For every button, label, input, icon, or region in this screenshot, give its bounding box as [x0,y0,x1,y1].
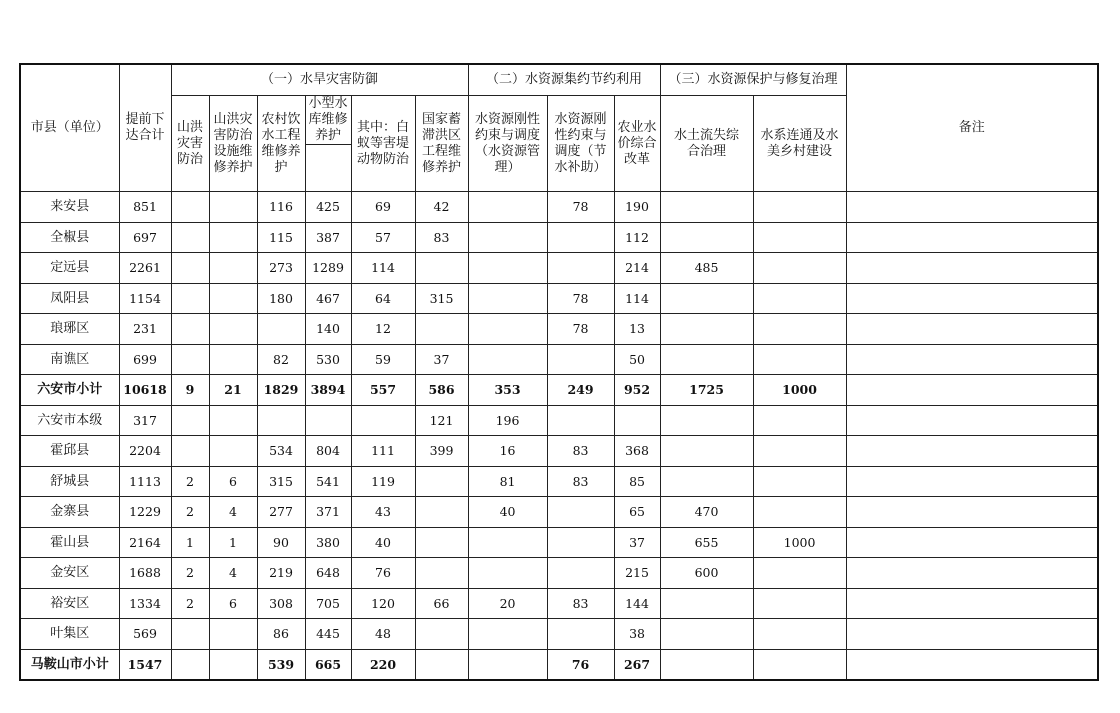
cell-soil [660,314,753,345]
header-reservoir-spacer [305,145,351,192]
cell-soil [660,588,753,619]
cell-price: 50 [614,344,660,375]
cell-flood-maint [209,619,257,650]
cell-detention: 586 [415,375,468,406]
cell-total: 2261 [119,253,171,284]
cell-constraint: 20 [468,588,547,619]
cell-reservoir: 804 [305,436,351,467]
cell-remark [846,314,1098,345]
cell-subsidy: 78 [547,192,614,223]
cell-remark [846,222,1098,253]
cell-village [753,222,846,253]
cell-termite: 119 [351,466,415,497]
header-water-price-reform: 农业水价综合改革 [614,96,660,192]
cell-detention [415,558,468,589]
cell-flood [171,619,209,650]
cell-soil: 655 [660,527,753,558]
cell-reservoir: 3894 [305,375,351,406]
cell-subsidy [547,527,614,558]
cell-total: 1334 [119,588,171,619]
cell-termite [351,405,415,436]
cell-flood-maint [209,649,257,680]
cell-remark [846,619,1098,650]
cell-village: 1000 [753,527,846,558]
table-row [20,497,1098,528]
cell-price: 37 [614,527,660,558]
cell-flood-maint: 6 [209,466,257,497]
cell-price: 144 [614,588,660,619]
cell-reservoir: 380 [305,527,351,558]
cell-flood: 9 [171,375,209,406]
cell-total: 851 [119,192,171,223]
cell-remark [846,436,1098,467]
cell-flood-maint: 1 [209,527,257,558]
cell-village [753,314,846,345]
header-county: 市县（单位） [20,64,119,192]
cell-flood [171,192,209,223]
cell-name: 叶集区 [20,619,119,650]
cell-total: 317 [119,405,171,436]
cell-subsidy [547,222,614,253]
table-row [20,314,1098,345]
cell-total: 1113 [119,466,171,497]
cell-constraint: 81 [468,466,547,497]
cell-termite: 76 [351,558,415,589]
cell-village [753,344,846,375]
cell-name: 裕安区 [20,588,119,619]
cell-rural: 534 [257,436,305,467]
cell-village [753,405,846,436]
cell-price: 112 [614,222,660,253]
cell-remark [846,466,1098,497]
cell-subsidy [547,558,614,589]
cell-price: 952 [614,375,660,406]
cell-rural: 180 [257,283,305,314]
cell-termite: 48 [351,619,415,650]
cell-flood-maint: 21 [209,375,257,406]
cell-reservoir: 387 [305,222,351,253]
cell-flood [171,253,209,284]
cell-detention [415,527,468,558]
table-body [20,192,1098,681]
cell-village [753,253,846,284]
cell-reservoir: 445 [305,619,351,650]
table-row [20,253,1098,284]
header-flood-facility-maintenance: 山洪灾害防治设施维修养护 [209,96,257,192]
cell-rural: 277 [257,497,305,528]
cell-termite: 114 [351,253,415,284]
cell-rural: 308 [257,588,305,619]
cell-price [614,405,660,436]
cell-constraint [468,344,547,375]
cell-remark [846,405,1098,436]
cell-termite: 12 [351,314,415,345]
cell-village [753,283,846,314]
subtotal-row [20,375,1098,406]
cell-rural: 116 [257,192,305,223]
cell-flood: 1 [171,527,209,558]
header-water-saving-subsidy: 水资源刚性约束与调度（节水补助） [547,96,614,192]
header-rural-water-maintenance: 农村饮水工程维修养护 [257,96,305,192]
cell-total: 1547 [119,649,171,680]
cell-constraint [468,253,547,284]
cell-flood [171,405,209,436]
cell-flood: 2 [171,558,209,589]
cell-name: 金安区 [20,558,119,589]
cell-name: 马鞍山市小计 [20,649,119,680]
cell-reservoir: 530 [305,344,351,375]
cell-flood-maint: 6 [209,588,257,619]
cell-village [753,588,846,619]
cell-soil [660,436,753,467]
cell-detention [415,497,468,528]
cell-soil [660,192,753,223]
cell-price: 114 [614,283,660,314]
cell-detention [415,649,468,680]
cell-remark [846,588,1098,619]
cell-reservoir: 648 [305,558,351,589]
cell-name: 舒城县 [20,466,119,497]
header-termite-control: 其中：白蚁等害堤动物防治 [351,96,415,192]
cell-constraint: 196 [468,405,547,436]
subtotal-row [20,649,1098,680]
cell-constraint: 353 [468,375,547,406]
cell-detention: 42 [415,192,468,223]
cell-termite: 43 [351,497,415,528]
cell-constraint: 40 [468,497,547,528]
cell-flood: 2 [171,497,209,528]
cell-price: 13 [614,314,660,345]
cell-rural: 273 [257,253,305,284]
cell-subsidy: 83 [547,436,614,467]
cell-subsidy: 83 [547,588,614,619]
cell-constraint [468,649,547,680]
cell-termite: 57 [351,222,415,253]
cell-flood [171,649,209,680]
cell-soil [660,222,753,253]
cell-detention [415,314,468,345]
header-flood-control: 山洪灾害防治 [171,96,209,192]
header-advance-total: 提前下达合计 [119,64,171,192]
cell-rural [257,314,305,345]
cell-total: 697 [119,222,171,253]
cell-detention: 37 [415,344,468,375]
cell-remark [846,192,1098,223]
cell-name: 南谯区 [20,344,119,375]
cell-constraint [468,222,547,253]
cell-soil: 485 [660,253,753,284]
cell-price: 215 [614,558,660,589]
cell-reservoir: 541 [305,466,351,497]
cell-flood-maint [209,283,257,314]
cell-soil [660,619,753,650]
cell-name: 霍邱县 [20,436,119,467]
cell-reservoir: 467 [305,283,351,314]
table-row [20,588,1098,619]
cell-name: 金寨县 [20,497,119,528]
cell-detention: 83 [415,222,468,253]
cell-name: 全椒县 [20,222,119,253]
cell-total: 1229 [119,497,171,528]
cell-soil [660,466,753,497]
table-row [20,527,1098,558]
cell-flood [171,222,209,253]
cell-reservoir: 425 [305,192,351,223]
header-group-water-saving: （二）水资源集约节约利用 [468,64,660,96]
cell-name: 六安市本级 [20,405,119,436]
cell-remark [846,649,1098,680]
cell-remark [846,283,1098,314]
cell-detention [415,466,468,497]
header-reservoir-maintenance: 小型水库维修养护 [305,96,351,145]
cell-village: 1000 [753,375,846,406]
cell-flood-maint [209,436,257,467]
cell-flood [171,314,209,345]
cell-village [753,619,846,650]
cell-flood-maint [209,253,257,284]
table-row [20,222,1098,253]
cell-price: 65 [614,497,660,528]
cell-flood-maint [209,222,257,253]
cell-name: 六安市小计 [20,375,119,406]
cell-total: 1688 [119,558,171,589]
cell-flood [171,436,209,467]
table-row [20,558,1098,589]
cell-termite: 111 [351,436,415,467]
cell-remark [846,253,1098,284]
header-water-resource-management: 水资源刚性约束与调度（水资源管理） [468,96,547,192]
cell-termite: 220 [351,649,415,680]
cell-constraint [468,283,547,314]
cell-termite: 59 [351,344,415,375]
cell-subsidy: 76 [547,649,614,680]
table-row [20,619,1098,650]
cell-total: 699 [119,344,171,375]
cell-soil [660,344,753,375]
cell-total: 10618 [119,375,171,406]
cell-subsidy: 78 [547,314,614,345]
cell-soil: 1725 [660,375,753,406]
cell-flood-maint: 4 [209,558,257,589]
cell-subsidy: 78 [547,283,614,314]
cell-rural: 86 [257,619,305,650]
cell-termite: 64 [351,283,415,314]
cell-rural: 315 [257,466,305,497]
table-row [20,283,1098,314]
cell-village [753,192,846,223]
cell-reservoir: 371 [305,497,351,528]
cell-flood-maint [209,314,257,345]
cell-subsidy [547,344,614,375]
cell-remark [846,344,1098,375]
cell-village [753,497,846,528]
table-row [20,344,1098,375]
header-group-disaster-prevention: （一）水旱灾害防御 [171,64,468,96]
cell-soil: 600 [660,558,753,589]
cell-remark [846,497,1098,528]
cell-name: 来安县 [20,192,119,223]
cell-village [753,558,846,589]
cell-flood-maint [209,405,257,436]
cell-subsidy: 249 [547,375,614,406]
cell-flood [171,344,209,375]
cell-constraint [468,192,547,223]
cell-rural: 90 [257,527,305,558]
cell-price: 38 [614,619,660,650]
cell-constraint [468,558,547,589]
cell-total: 2204 [119,436,171,467]
cell-rural [257,405,305,436]
cell-soil [660,405,753,436]
cell-termite: 69 [351,192,415,223]
cell-detention [415,619,468,650]
cell-name: 霍山县 [20,527,119,558]
cell-flood: 2 [171,588,209,619]
cell-subsidy [547,619,614,650]
cell-termite: 557 [351,375,415,406]
table-row [20,436,1098,467]
cell-name: 琅琊区 [20,314,119,345]
cell-constraint: 16 [468,436,547,467]
cell-subsidy [547,253,614,284]
cell-detention: 315 [415,283,468,314]
header-detention-basin: 国家蓄滞洪区工程维修养护 [415,96,468,192]
cell-termite: 40 [351,527,415,558]
cell-flood-maint [209,344,257,375]
cell-total: 569 [119,619,171,650]
cell-remark [846,527,1098,558]
cell-name: 凤阳县 [20,283,119,314]
cell-reservoir: 665 [305,649,351,680]
cell-soil: 470 [660,497,753,528]
cell-total: 2164 [119,527,171,558]
cell-price: 267 [614,649,660,680]
cell-total: 231 [119,314,171,345]
cell-price: 85 [614,466,660,497]
cell-subsidy [547,405,614,436]
cell-price: 214 [614,253,660,284]
funding-table [19,63,1099,681]
header-soil-erosion: 水土流失综合治理 [660,96,753,192]
cell-rural: 115 [257,222,305,253]
table-row [20,192,1098,223]
cell-detention: 399 [415,436,468,467]
header-remarks: 备注 [846,64,1098,192]
cell-constraint [468,619,547,650]
cell-detention: 66 [415,588,468,619]
cell-reservoir: 140 [305,314,351,345]
cell-constraint [468,314,547,345]
cell-village [753,436,846,467]
cell-reservoir: 1289 [305,253,351,284]
cell-total: 1154 [119,283,171,314]
cell-village [753,649,846,680]
cell-detention: 121 [415,405,468,436]
cell-name: 定远县 [20,253,119,284]
cell-rural: 82 [257,344,305,375]
cell-soil [660,283,753,314]
cell-price: 190 [614,192,660,223]
table-row [20,405,1098,436]
cell-flood [171,283,209,314]
cell-subsidy: 83 [547,466,614,497]
cell-subsidy [547,497,614,528]
cell-flood-maint: 4 [209,497,257,528]
cell-flood-maint [209,192,257,223]
header-group-water-protection: （三）水资源保护与修复治理 [660,64,846,96]
cell-soil [660,649,753,680]
cell-termite: 120 [351,588,415,619]
table-row [20,466,1098,497]
cell-remark [846,558,1098,589]
cell-remark [846,375,1098,406]
cell-rural: 219 [257,558,305,589]
cell-rural: 1829 [257,375,305,406]
header-water-village: 水系连通及水美乡村建设 [753,96,846,192]
cell-reservoir [305,405,351,436]
cell-detention [415,253,468,284]
cell-reservoir: 705 [305,588,351,619]
cell-flood: 2 [171,466,209,497]
cell-rural: 539 [257,649,305,680]
cell-price: 368 [614,436,660,467]
cell-constraint [468,527,547,558]
cell-village [753,466,846,497]
